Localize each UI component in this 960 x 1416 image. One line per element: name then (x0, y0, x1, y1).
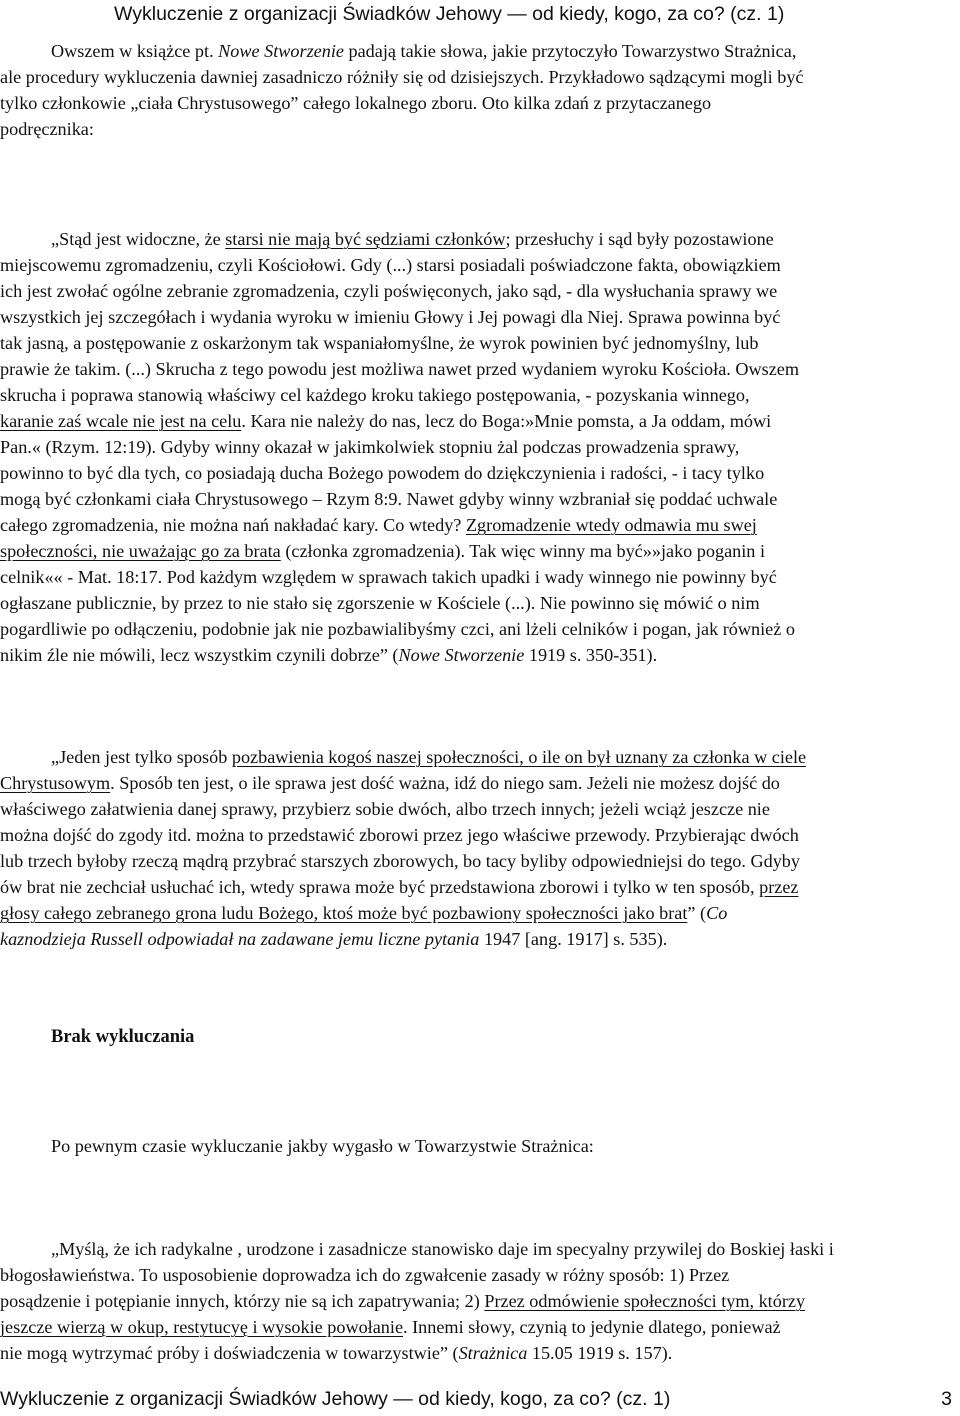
footer-title: Wykluczenie z organizacji Świadków Jehowy — od kiedy, kogo, za co? (cz. 1) (0, 1388, 671, 1410)
text-line: celnik«« - Mat. 18:17. Pod każdym względem w sprawach takich upadki i wady winnego nie powinny być (0, 567, 777, 587)
book-title: kaznodzieja Russell odpowiadał na zadawane jemu liczne pytania (0, 929, 480, 949)
quote-nowe-stworzenie (0, 226, 954, 668)
text-line: powinno to być dla tych, co posiadają ducha Bożego powodem do dziękczynienia i radości, - i tacy tylko (0, 463, 765, 483)
text-span: Owszem w książce pt. (51, 41, 219, 61)
underlined-text: jeszcze wierzą w okup, restytucyę i wysokie powołanie (0, 1317, 404, 1337)
text-span: nikim źle nie mówili, lecz wszystkim czynili dobrze” ( (0, 645, 399, 665)
text-line (0, 512, 954, 538)
text-span: padają takie słowa, jakie przytoczyło Towarzystwo Strażnica, (343, 41, 797, 61)
text-line: pogardliwie po odłączeniu, podobnie jak nie pozbawialibyśmy czci, ani lżeli celników i pogan, jak również o (0, 619, 795, 639)
underlined-text: społeczności, nie uważając go za brata (0, 541, 281, 561)
text-line: ale procedury wykluczenia dawniej zasadniczo różniły się od dzisiejszych. Przykładowo sądzącymi mogli być (0, 67, 804, 87)
text-line: ogłaszane publicznie, by przez to nie stało się zgorszenie w Kościele (...). Nie powinno się mówić o nim (0, 593, 760, 613)
underlined-text: głosy całego zebranego grona ludu Bożego, ktoś może być pozbawiony społeczności jako brat (0, 903, 688, 923)
section-heading: Brak wykluczania (51, 1027, 195, 1047)
underlined-text: Chrystusowym (0, 773, 111, 793)
text-line (0, 744, 954, 770)
underlined-text: pozbawienia kogoś naszej społeczności, o ile on był uznany za członka w ciele (231, 747, 807, 767)
underlined-text: Zgromadzenie wtedy odmawia mu swej (465, 515, 757, 535)
text-line (0, 926, 954, 952)
text-line: ich jest zwołać ogólne zebranie zgromadzenia, czyli poświęconych, jako sąd, - dla wysłuchania sprawy we (0, 281, 778, 301)
book-title: Strażnica (458, 1343, 528, 1363)
book-title: Nowe Stworzenie (398, 645, 525, 665)
text-line (0, 1340, 954, 1366)
quote-russell (0, 744, 954, 952)
text-line: Pan.« (Rzym. 12:19). Gdyby winny okazał w jakimkolwiek stopniu żal podczas prowadzenia sprawy, (0, 437, 740, 457)
text-span: . Innemi słowy, czynią to jedynie dlatego, ponieważ (403, 1317, 781, 1337)
text-line: skrucha i poprawa stanowią właściwy cel każdego kroku takiego postępowania, - pozyskania winnego, (0, 385, 750, 405)
text-line: właściwego załatwienia danej sprawy, przybierz sobie dwóch, albo trzech innych; jeżeli wciąż jeszcze nie (0, 799, 770, 819)
text-line: prawie że takim. (...) Skrucha z tego powodu jest możliwa nawet przed wydaniem wyroku Kościoła. Owszem (0, 359, 799, 379)
text-line: miejscowemu zgromadzeniu, czyli Kościołowi. Gdy (...) starsi posiadali poświadczone fakta, obowiązkiem (0, 255, 781, 275)
intro-paragraph (0, 38, 954, 142)
text-line: tak jasną, a postępowanie z oskarżonym tak wspaniałomyślne, że wyrok powinien być jednomyślny, lub (0, 333, 759, 353)
text-span: 1947 [ang. 1917] s. 535). (479, 929, 668, 949)
text-span: ów brat nie zechciał usłuchać ich, wtedy sprawa może być przedstawiona zborowi i tylko w ten sposób, (0, 877, 760, 897)
text-line: błogosławieństwa. To usposobienie doprowadza ich do zgwałcenie zasady w różny sposób: 1) Przez (0, 1265, 730, 1285)
text-span: 1919 s. 350-351). (524, 645, 658, 665)
text-line (0, 226, 954, 252)
text-line (0, 642, 954, 668)
text-line: można dojść do zgody itd. można to przedstawić zborowi przez jego właściwe przewody. Przybierając dwóch (0, 825, 799, 845)
text-line: podręcznika: (0, 119, 94, 139)
text-line: „Myślą, że ich radykalne , urodzone i zasadnicze stanowisko daje im specyalny przywilej do Boskiej łaski i (51, 1239, 834, 1259)
text-line (0, 874, 954, 900)
text-span: 15.05 1919 s. 157). (527, 1343, 673, 1363)
text-line (0, 408, 954, 434)
text-line (0, 1314, 954, 1340)
section-intro: Po pewnym czasie wykluczanie jakby wygasło w Towarzystwie Strażnica: (51, 1136, 594, 1156)
text-line (0, 900, 954, 926)
text-span: nie mogą wytrzymać próby i doświadczenia w towarzystwie” ( (0, 1343, 459, 1363)
text-span: . Sposób ten jest, o ile sprawa jest dość ważna, idź do niego sam. Jeżeli nie możesz dojść do (110, 773, 780, 793)
page-footer (0, 1388, 952, 1411)
text-span: posądzenie i potępianie innych, którzy nie są ich zapatrywania; 2) (0, 1291, 485, 1311)
underlined-text: starsi nie mają być sędziami członków (225, 229, 506, 249)
text-span: . Kara nie należy do nas, lecz do Boga:»Mnie pomsta, a Ja oddam, mówi (241, 411, 772, 431)
text-span: „Stąd jest widoczne, że (51, 229, 226, 249)
text-span: (członka zgromadzenia). Tak więc winny ma być»»jako poganin i (280, 541, 765, 561)
underlined-text: Przez odmówienie społeczności tym, którzy (484, 1291, 806, 1311)
text-line: mogą być członkami ciała Chrystusowego – Rzym 8:9. Nawet gdyby winny wzbraniał się poddać uchwale (0, 489, 778, 509)
page-number: 3 (941, 1388, 952, 1410)
text-span: „Jeden jest tylko sposób (51, 747, 232, 767)
underlined-text: karanie zaś wcale nie jest na celu (0, 411, 242, 431)
book-title: Nowe Stworzenie (218, 41, 344, 61)
text-line: wszystkich jej szczegółach i wydania wyroku w imieniu Głowy i Jej powagi dla Niej. Sprawa powinna być (0, 307, 781, 327)
text-line (0, 770, 954, 796)
text-line: tylko członkowie „ciała Chrystusowego” całego lokalnego zboru. Oto kilka zdań z przytaczanego (0, 93, 712, 113)
text-line (0, 538, 954, 564)
underlined-text: przez (759, 877, 799, 897)
text-line (0, 38, 954, 64)
text-line (0, 1288, 954, 1314)
text-span: ” ( (687, 903, 707, 923)
text-line: lub trzech byłoby rzeczą mądrą przybrać starszych zborowych, bo tacy byliby odpowiedniejsi do tego. Gdyby (0, 851, 800, 871)
quote-straznica (0, 1236, 954, 1366)
book-title: Co (706, 903, 728, 923)
page-header: Wykluczenie z organizacji Świadków Jehowy — od kiedy, kogo, za co? (cz. 1) (114, 3, 785, 25)
text-span: całego zgromadzenia, nie można nań nakładać kary. Co wtedy? (0, 515, 466, 535)
text-span: ; przesłuchy i sąd były pozostawione (505, 229, 774, 249)
